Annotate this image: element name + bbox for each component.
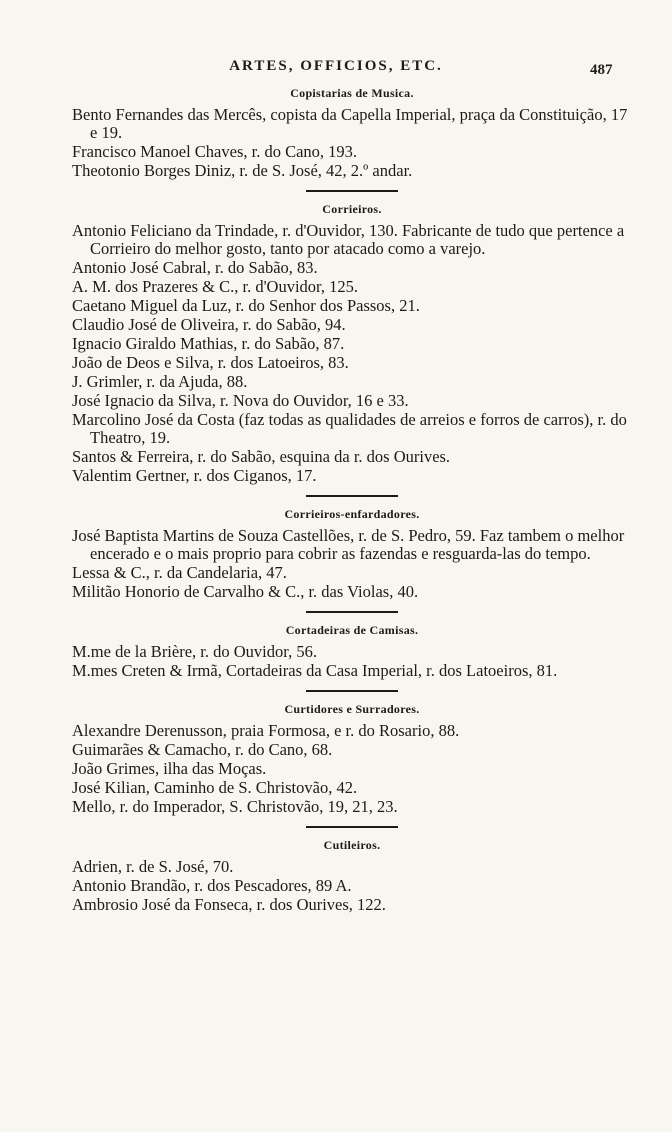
entry-list (72, 858, 632, 914)
entry: Ignacio Giraldo Mathias, r. do Sabão, 87. (72, 334, 345, 353)
entry: Antonio José Cabral, r. do Sabão, 83. (72, 258, 318, 277)
entry: Marcolino José da Costa (faz todas as qualidades de arreios e forros de carros), r. do Theatro, 19. (72, 410, 627, 447)
entry: Alexandre Derenusson, praia Formosa, e r. do Rosario, 88. (72, 721, 460, 740)
section-divider (306, 190, 398, 192)
entry: M.me de la Brière, r. do Ouvidor, 56. (72, 642, 317, 661)
entry: M.mes Creten & Irmã, Cortadeiras da Casa Imperial, r. dos Latoeiros, 81. (72, 661, 558, 680)
running-title: ARTES, OFFICIOS, ETC. (229, 58, 443, 74)
section-divider (306, 495, 398, 497)
entry: João Grimes, ilha das Moças. (72, 759, 267, 778)
entry: A. M. dos Prazeres & C., r. d'Ouvidor, 125. (72, 277, 358, 296)
entry: José Kilian, Caminho de S. Christovão, 42. (72, 778, 358, 797)
entry: Santos & Ferreira, r. do Sabão, esquina da r. dos Ourives. (72, 447, 451, 466)
section-title: Curtidores e Surradores. (284, 702, 420, 716)
page-number: 487 (590, 62, 613, 78)
entry: Adrien, r. de S. José, 70. (72, 857, 234, 876)
section-title: Cutileiros. (323, 838, 381, 852)
entry: Francisco Manoel Chaves, r. do Cano, 193. (72, 142, 358, 161)
section-corrieiros-enfardadores (72, 507, 632, 601)
section-copistarias (72, 86, 632, 180)
entry: Caetano Miguel da Luz, r. do Senhor dos Passos, 21. (72, 296, 420, 315)
entry: Mello, r. do Imperador, S. Christovão, 19, 21, 23. (72, 797, 398, 816)
entry-list (72, 106, 632, 180)
entry-list (72, 643, 632, 680)
entry: Antonio Feliciano da Trindade, r. d'Ouvidor, 130. Fabricante de tudo que pertence a Corrieiro do melhor gosto, tanto por atacado como a varejo. (72, 221, 625, 258)
entry-list (72, 527, 632, 601)
entry: José Ignacio da Silva, r. Nova do Ouvidor, 16 e 33. (72, 391, 409, 410)
entry: Antonio Brandão, r. dos Pescadores, 89 A. (72, 876, 352, 895)
section-divider (306, 826, 398, 828)
section-cortadeiras (72, 623, 632, 680)
section-curtidores (72, 702, 632, 816)
section-title: Cortadeiras de Camisas. (285, 623, 419, 637)
entry: J. Grimler, r. da Ajuda, 88. (72, 372, 248, 391)
section-corrieiros (72, 202, 632, 485)
section-divider (306, 690, 398, 692)
entry: Guimarães & Camacho, r. do Cano, 68. (72, 740, 333, 759)
entry-list (72, 722, 632, 816)
entry: Claudio José de Oliveira, r. do Sabão, 94. (72, 315, 346, 334)
entry: Theotonio Borges Diniz, r. de S. José, 42, 2.º andar. (72, 161, 413, 180)
entry-list (72, 222, 632, 485)
section-cutileiros (72, 838, 632, 914)
entry: Bento Fernandes das Mercês, copista da Capella Imperial, praça da Constituição, 17 e 19. (72, 105, 628, 142)
section-divider (306, 611, 398, 613)
entry: José Baptista Martins de Souza Castellões, r. de S. Pedro, 59. Faz tambem o melhor encerado e o mais proprio para cobrir as fazendas e resguarda-las do tempo. (72, 526, 625, 563)
section-title: Copistarias de Musica. (290, 86, 414, 100)
entry: Ambrosio José da Fonseca, r. dos Ourives, 122. (72, 895, 386, 914)
page-content (72, 86, 632, 915)
entry: Valentim Gertner, r. dos Ciganos, 17. (72, 466, 317, 485)
section-title: Corrieiros-enfardadores. (284, 507, 420, 521)
section-title: Corrieiros. (322, 202, 382, 216)
entry: Militão Honorio de Carvalho & C., r. das Violas, 40. (72, 582, 419, 601)
entry: João de Deos e Silva, r. dos Latoeiros, 83. (72, 353, 349, 372)
entry: Lessa & C., r. da Candelaria, 47. (72, 563, 287, 582)
